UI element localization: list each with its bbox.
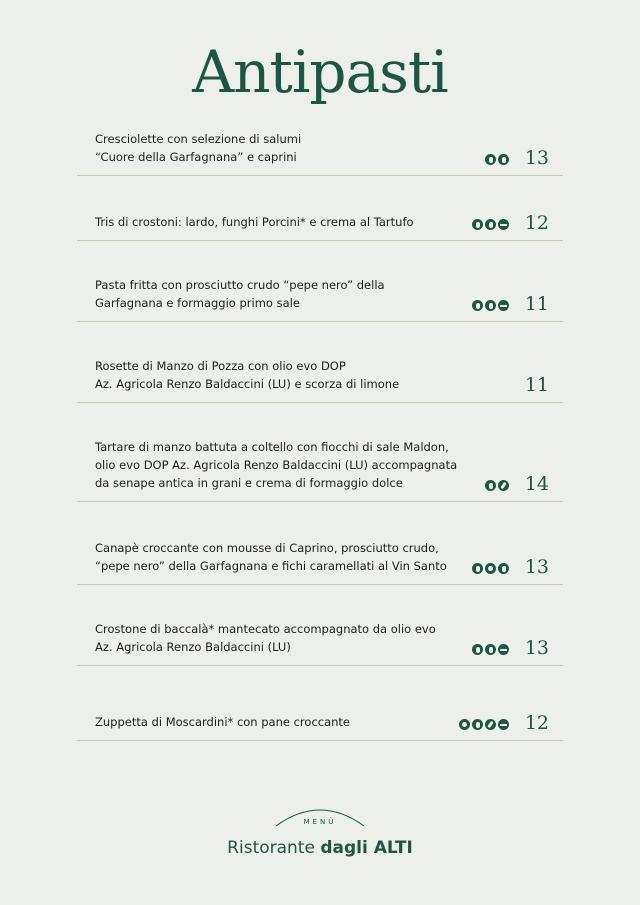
menu-arc-icon: [270, 800, 370, 832]
menu-item: [77, 265, 563, 322]
restaurant-name: Ristorante dagli ALTI: [227, 838, 413, 858]
allergen-icons: [472, 563, 509, 574]
item-price: 12: [524, 212, 549, 234]
allergen-drop-icon: [472, 300, 483, 311]
item-price: 11: [524, 293, 549, 315]
allergen-drop-icon: [485, 154, 496, 165]
item-price: 13: [524, 556, 549, 578]
allergen-drop-icon: [485, 480, 496, 491]
item-description: Cresciolette con selezione di salumi “Cuore della Garfagnana” e caprini: [95, 132, 302, 164]
menu-item: [77, 190, 563, 241]
allergen-minus-icon: [498, 219, 509, 230]
allergen-drop-icon: [485, 644, 496, 655]
menu-item: [77, 346, 563, 403]
menu-item: [77, 609, 563, 666]
allergen-icons: [485, 154, 509, 165]
allergen-minus-icon: [498, 644, 509, 655]
allergen-drop-icon: [472, 219, 483, 230]
item-description: Tartare di manzo battuta a coltello con fiocchi di sale Maldon, olio evo DOP Az. Agricola Renzo Baldaccini (LU) accompagnata da senape antica in grani e crema di formaggio dolce: [95, 440, 458, 490]
allergen-icons: [485, 480, 509, 491]
allergen-drop-icon: [498, 563, 509, 574]
allergen-leaf-icon: [485, 719, 496, 730]
allergen-minus-icon: [498, 300, 509, 311]
allergen-minus-icon: [498, 719, 509, 730]
menu-item: [77, 426, 563, 502]
item-price: 12: [524, 712, 549, 734]
allergen-drop-icon: [472, 644, 483, 655]
allergen-ring-icon: [459, 719, 470, 730]
item-price: 13: [524, 147, 549, 169]
restaurant-logo: [0, 800, 640, 858]
allergen-drop-icon: [472, 563, 483, 574]
item-price: 13: [524, 637, 549, 659]
allergen-leaf-icon: [498, 480, 509, 491]
menu-item: [77, 128, 563, 176]
allergen-ring-icon: [485, 563, 496, 574]
allergen-icons: [472, 219, 509, 230]
allergen-icons: [472, 300, 509, 311]
item-price: 14: [524, 473, 549, 495]
item-price: 11: [524, 374, 549, 396]
item-description: Crostone di baccalà* mantecato accompagnato da olio evo Az. Agricola Renzo Baldaccini (LU): [95, 622, 436, 654]
menu-arc-text: MENÙ: [303, 818, 337, 826]
item-description: Tris di crostoni: lardo, funghi Porcini* e crema al Tartufo: [95, 215, 414, 229]
item-description: Rosette di Manzo di Pozza con olio evo DOP Az. Agricola Renzo Baldaccini (LU) e scorza di limone: [95, 359, 400, 391]
menu-item: [77, 690, 563, 741]
allergen-drop-icon: [472, 719, 483, 730]
allergen-drop-icon: [485, 300, 496, 311]
allergen-drop-icon: [485, 219, 496, 230]
item-description: Zuppetta di Moscardini* con pane croccante: [95, 715, 351, 729]
allergen-icons: [459, 719, 509, 730]
item-description: Pasta fritta con prosciutto crudo “pepe nero” della Garfagnana e formaggio primo sale: [95, 278, 385, 310]
page-title: Antipasti: [192, 38, 448, 106]
menu-item: [77, 527, 563, 585]
item-description: Canapè croccante con mousse di Caprino, prosciutto crudo, “pepe nero” della Garfagnana e fichi caramellati al Vin Santo: [95, 541, 447, 573]
allergen-icons: [472, 644, 509, 655]
allergen-drop-icon: [498, 154, 509, 165]
